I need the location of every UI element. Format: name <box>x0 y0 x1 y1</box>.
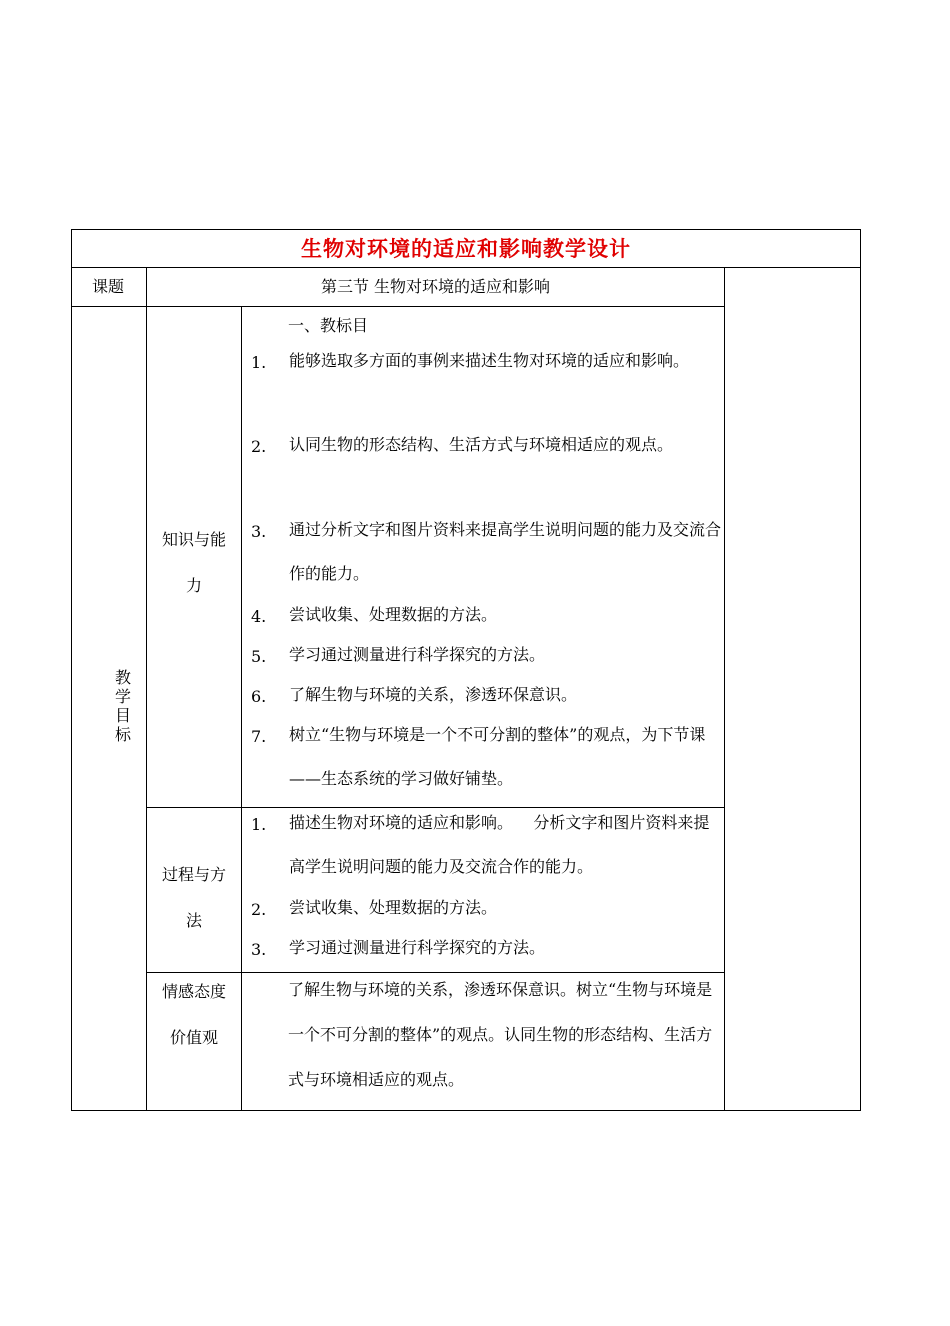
table-outer-bottom <box>71 1110 861 1111</box>
page-title: 生物对环境的适应和影响教学设计 <box>301 236 631 261</box>
process-label <box>147 852 241 944</box>
item-number: 7. <box>251 727 267 746</box>
knowledge-heading: 一、教标目 <box>288 316 369 335</box>
item-number: 2. <box>251 437 267 456</box>
objectives-label-char: 目 <box>114 706 131 725</box>
topic-value: 第三节 生物对环境的适应和影响 <box>320 277 551 296</box>
item-number: 4. <box>251 607 267 626</box>
objectives-label <box>113 668 133 744</box>
item-text: 学习通过测量进行科学探究的方法。 <box>289 938 546 957</box>
attitude-label-line: 价值观 <box>169 1028 218 1047</box>
objectives-label-char: 学 <box>114 687 131 706</box>
item-text: 尝试收集、处理数据的方法。 <box>289 605 498 624</box>
item-number: 3. <box>251 940 267 959</box>
item-number: 1. <box>251 815 267 834</box>
attitude-text: 了解生物与环境的关系，渗透环保意识。树立“生物与环境是一个不可分割的整体”的观点。认同生物的形态结构、生活方式与环境相适应的观点。 <box>288 980 713 1089</box>
process-label-line: 过程与方 <box>161 865 226 884</box>
knowledge-label-line: 力 <box>185 576 202 595</box>
table-outer-left <box>71 229 72 1111</box>
item-text: 通过分析文字和图片资料来提高学生说明问题的能力及交流合作的能力。 <box>289 520 722 583</box>
item-text: 尝试收集、处理数据的方法。 <box>289 898 498 917</box>
knowledge-label <box>147 517 241 609</box>
item-text: 树立“生物与环境是一个不可分割的整体”的观点，为下节课——生态系统的学习做好铺垫。 <box>289 725 706 788</box>
item-text: 学习通过测量进行科学探究的方法。 <box>289 645 546 664</box>
topic-label: 课题 <box>92 277 125 296</box>
objectives-label-char: 标 <box>114 725 131 744</box>
objectives-label-char: 教 <box>114 668 131 687</box>
attitude-label-line: 情感态度 <box>161 982 226 1001</box>
col2-divider <box>241 306 242 1111</box>
knowledge-label-line: 知识与能 <box>161 530 226 549</box>
item-text: 能够选取多方面的事例来描述生物对环境的适应和影响。 <box>289 351 690 370</box>
item-number: 6. <box>251 687 267 706</box>
col3-divider <box>724 267 725 1111</box>
title-row-divider <box>71 267 861 268</box>
item-number: 5. <box>251 647 267 666</box>
process-label-line: 法 <box>185 911 202 930</box>
item-text: 认同生物的形态结构、生活方式与环境相适应的观点。 <box>289 435 674 454</box>
item-text: 描述生物对环境的适应和影响。 分析文字和图片资料来提高学生说明问题的能力及交流合作的能力。 <box>289 813 710 876</box>
topic-row-divider <box>71 306 725 307</box>
attitude-label <box>147 981 241 1073</box>
item-number: 1. <box>251 353 267 372</box>
item-text: 了解生物与环境的关系，渗透环保意识。 <box>289 685 578 704</box>
item-number: 2. <box>251 900 267 919</box>
item-number: 3. <box>251 522 267 541</box>
table-outer-right <box>860 229 861 1111</box>
